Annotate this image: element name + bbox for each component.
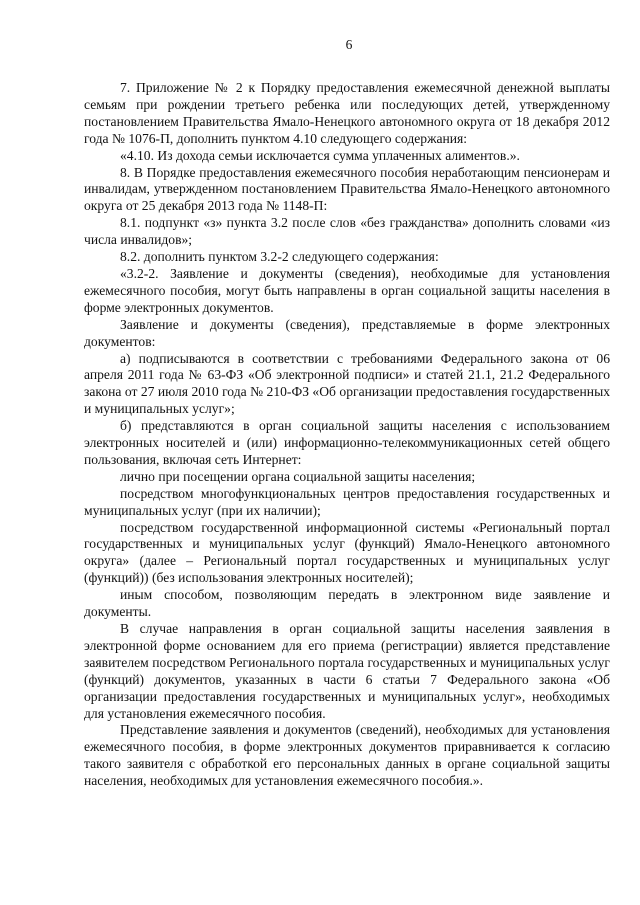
paragraph-item-8-1: 8.1. подпункт «з» пункта 3.2 после слов «без гражданства» дополнить словами «из числа инвалидов»; xyxy=(84,215,610,248)
paragraph-mfc: посредством многофункциональных центров предоставления государственных и муниципальных услуг (при их наличии); xyxy=(84,485,610,518)
paragraph-item-8: 8. В Порядке предоставления ежемесячного пособия неработающим пенсионерам и инвалидам, утвержденном постановлением Правительства Ямало-Ненецкого автономного округа от 25 декабря 2013 года № 1148-П: xyxy=(84,164,610,214)
paragraph-electronic-docs: Заявление и документы (сведения), представляемые в форме электронных документов: xyxy=(84,316,610,349)
paragraph-item-4-10: «4.10. Из дохода семьи исключается сумма уплаченных алиментов.». xyxy=(120,147,520,163)
paragraph-regional-portal: посредством государственной информационной системы «Региональный портал государственных и муниципальных услуг (функций) Ямало-Ненецкого автономного округа» (далее – Региональный портал государственных и муниципальных услуг (функций)) (без использования электронных носителей); xyxy=(84,519,610,586)
paragraph-consent: Представление заявления и документов (сведений), необходимых для установления ежемесячного пособия, в форме электронных документов приравнивается к согласию такого заявителя с обработкой его персональных данных в органе социальной защиты населения, необходимых для установления ежемесячного пособия.». xyxy=(84,722,610,789)
paragraph-registration-basis: В случае направления в орган социальной защиты населения заявления в электронной форме основанием для его приема (регистрации) является представление заявителем посредством Регионального портала государственных и муниципальных услуг (функций) документов, указанных в части 6 статьи 7 Федерального закона «Об организации предоставления государственных и муниципальных услуг», необходимых для установления ежемесячного пособия. xyxy=(84,621,610,721)
paragraph-in-person: лично при посещении органа социальной защиты населения; xyxy=(120,468,476,484)
paragraph-item-8-2: 8.2. дополнить пунктом 3.2-2 следующего содержания: xyxy=(120,249,439,265)
paragraph-other-way: иным способом, позволяющим передать в электронном виде заявление и документы. xyxy=(84,587,610,620)
paragraph-subitem-b: б) представляются в орган социальной защиты населения с использованием электронных носителей и (или) информационно-телекоммуникационных сетей общего пользования, включая сеть Интернет: xyxy=(84,418,610,467)
paragraph-item-7: 7. Приложение № 2 к Порядку предоставления ежемесячной денежной выплаты семьям при рождении третьего ребенка или последующих детей, утвержденному постановлением Правительства Ямало-Ненецкого автономного округа от 18 декабря 2012 года № 1076-П, дополнить пунктом 4.10 следующего содержания: xyxy=(84,80,610,146)
paragraph-item-3-2-2: «3.2-2. Заявление и документы (сведения), необходимые для установления ежемесячного пособия, могут быть направлены в орган социальной защиты населения в форме электронных документов. xyxy=(84,265,610,315)
page-number: 6 xyxy=(345,37,353,52)
paragraph-subitem-a: а) подписываются в соответствии с требованиями Федерального закона от 06 апреля 2011 года № 63-ФЗ «Об электронной подписи» и статей 21.1, 21.2 Федерального закона от 27 июля 2010 года № 210-ФЗ «Об организации предоставления государственных и муниципальных услуг»; xyxy=(84,350,610,417)
